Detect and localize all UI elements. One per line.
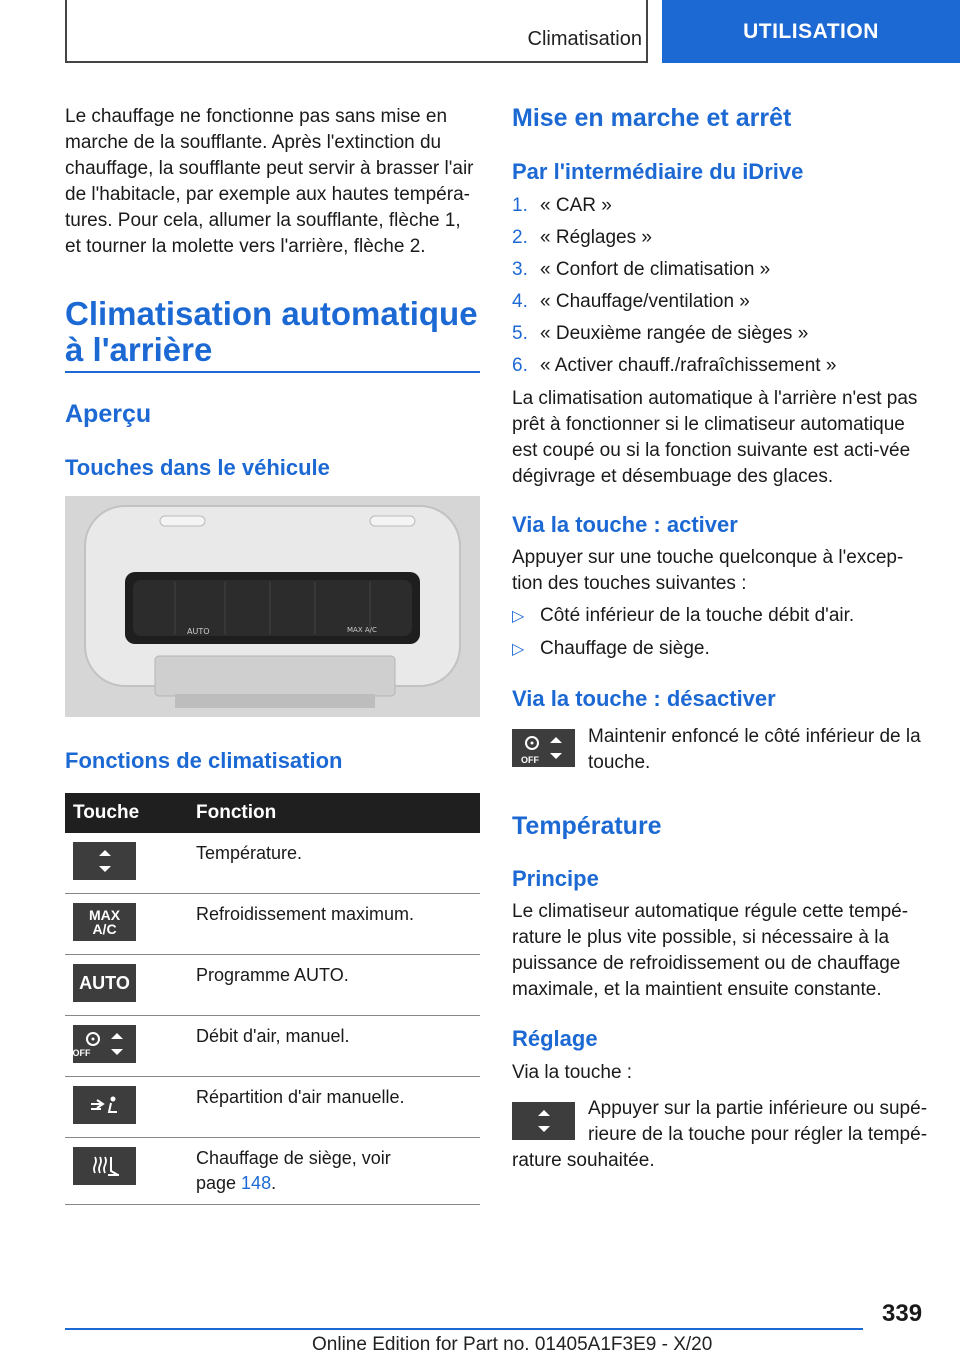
- icon-cell: [65, 955, 188, 1016]
- seat-label-line1: Chauffage de siège, voir: [196, 1148, 391, 1168]
- col-touche: Touche: [65, 793, 188, 833]
- idrive-steps-list: [512, 190, 932, 382]
- table-row: [65, 1138, 480, 1205]
- page-148-link[interactable]: 148: [241, 1173, 272, 1193]
- clim-paragraph: La climatisation automatique à l'arrière n'est pas prêt à fonctionner si le climatiseur automatique est coupé ou si la fonction suivante est acti-vée dégivrage et désembuage des glaces.: [512, 388, 918, 487]
- icon-cell: [65, 894, 188, 955]
- table-row: [65, 955, 480, 1016]
- function-label: Répartition d'air manuelle.: [188, 1077, 480, 1138]
- heading-mise-en-marche: Mise en marche et arrêt: [512, 104, 792, 132]
- heading-line-2: à l'arrière: [65, 331, 213, 368]
- heading-fonctions: Fonctions de climatisation: [65, 748, 343, 773]
- list-item: [512, 286, 932, 318]
- heading-principe: Principe: [512, 866, 599, 891]
- list-item: [512, 318, 932, 350]
- reglage-paragraph-end: rature souhaitée.: [512, 1150, 655, 1171]
- table-row: [65, 1077, 480, 1138]
- heading-desactiver: Via la touche : désactiver: [512, 686, 776, 711]
- step-text: « Confort de climatisation »: [540, 259, 771, 280]
- icon-cell: [65, 833, 188, 894]
- col-fonction: Fonction: [188, 793, 480, 833]
- temperature-arrows-icon: [73, 842, 136, 880]
- function-label-seat: [188, 1138, 480, 1205]
- step-number: 4.: [512, 291, 528, 312]
- control-panel-photo: [65, 496, 480, 717]
- section-tab[interactable]: UTILISATION: [662, 0, 960, 63]
- control-panel-illustration: [65, 496, 480, 717]
- heading-idrive: Par l'intermédiaire du iDrive: [512, 159, 804, 184]
- table-row: [65, 833, 480, 894]
- activer-paragraph: Appuyer sur une touche quelconque à l'excep-tion des touches suivantes :: [512, 547, 904, 594]
- edition-line: Online Edition for Part no. 01405A1F3E9 - X/20: [312, 1334, 713, 1355]
- temperature-arrows-icon: [512, 1102, 575, 1140]
- principe-paragraph: Le climatiseur automatique régule cette tempé-rature le plus vite possible, si nécessaire à la puissance de refroidissement ou de chauffage maximale, et la maintient ensuite constante.: [512, 901, 909, 1000]
- footer-rule: [65, 1328, 863, 1330]
- list-item: [512, 600, 932, 633]
- reglage-paragraph: Appuyer sur la partie inférieure ou supé-rieure de la touche pour régler la tempé-: [588, 1098, 928, 1145]
- off-label: OFF: [521, 755, 539, 765]
- seat-label-end: .: [271, 1173, 277, 1193]
- function-label: Température.: [188, 833, 480, 894]
- step-number: 2.: [512, 227, 528, 248]
- table-row: [65, 894, 480, 955]
- heading-line-1: Climatisation automatique: [65, 295, 478, 332]
- fan-off-arrows-icon: [73, 1025, 136, 1063]
- icon-cell: [65, 1016, 188, 1077]
- step-text: « Réglages »: [540, 227, 652, 248]
- functions-table: [65, 793, 480, 1205]
- heading-temperature: Température: [512, 812, 662, 840]
- fan-off-button-icon: [512, 729, 575, 767]
- icon-cell: [65, 1077, 188, 1138]
- table-row: [65, 1016, 480, 1077]
- function-label: Débit d'air, manuel.: [188, 1016, 480, 1077]
- page-number: 339: [882, 1300, 923, 1327]
- list-item: [512, 633, 932, 666]
- triangle-bullet-icon: ▷: [512, 608, 525, 625]
- triangle-bullet-icon: ▷: [512, 641, 525, 658]
- function-label: Programme AUTO.: [188, 955, 480, 1016]
- step-text: « Activer chauff./rafraîchissement »: [540, 355, 837, 376]
- intro-paragraph: Le chauffage ne fonctionne pas sans mise en marche de la soufflante. Après l'extinction du chauffage, la soufflante peut servir à brasser l'air de l'habitacle, par exemple aux hautes tempéra-tures. Pour cela, allumer la soufflante, flèche 1, et tourner la molette vers l'arrière, flèche 2.: [65, 106, 474, 257]
- list-item: [512, 254, 932, 286]
- heading-apercu: Aperçu: [65, 400, 152, 428]
- air-distribution-icon: [73, 1086, 136, 1124]
- step-number: 6.: [512, 355, 528, 376]
- step-text: « Deuxième rangée de sièges »: [540, 323, 809, 344]
- step-text: « Chauffage/ventilation »: [540, 291, 750, 312]
- heading-activer: Via la touche : activer: [512, 512, 738, 537]
- photo-max-ac-label: MAX A/C: [347, 626, 377, 634]
- heading-touches: Touches dans le véhicule: [65, 455, 330, 480]
- seat-label-page: page: [196, 1173, 242, 1193]
- exception-list: [512, 600, 932, 666]
- list-item: [512, 350, 932, 382]
- list-item: [512, 190, 932, 222]
- heading-rule: [65, 371, 480, 373]
- seat-heating-icon: [73, 1147, 136, 1185]
- step-number: 1.: [512, 195, 528, 216]
- heading-climatisation-arriere: [65, 296, 478, 368]
- step-number: 3.: [512, 259, 528, 280]
- chapter-title: Climatisation: [527, 28, 642, 50]
- bullet-text: Côté inférieur de la touche débit d'air.: [540, 605, 855, 626]
- step-number: 5.: [512, 323, 528, 344]
- heading-reglage: Réglage: [512, 1026, 598, 1051]
- bullet-text: Chauffage de siège.: [540, 638, 710, 659]
- via-touche: Via la touche :: [512, 1062, 633, 1083]
- off-label: OFF: [72, 1048, 91, 1058]
- list-item: [512, 222, 932, 254]
- photo-auto-label: AUTO: [187, 627, 210, 636]
- auto-icon: AUTO: [73, 964, 136, 1002]
- function-label: Refroidissement maximum.: [188, 894, 480, 955]
- max-ac-icon: MAX A/C: [73, 903, 136, 941]
- icon-cell: [65, 1138, 188, 1205]
- table-header-row: [65, 793, 480, 833]
- desactiver-paragraph: Maintenir enfoncé le côté inférieur de la touche.: [588, 726, 921, 773]
- step-text: « CAR »: [540, 195, 612, 216]
